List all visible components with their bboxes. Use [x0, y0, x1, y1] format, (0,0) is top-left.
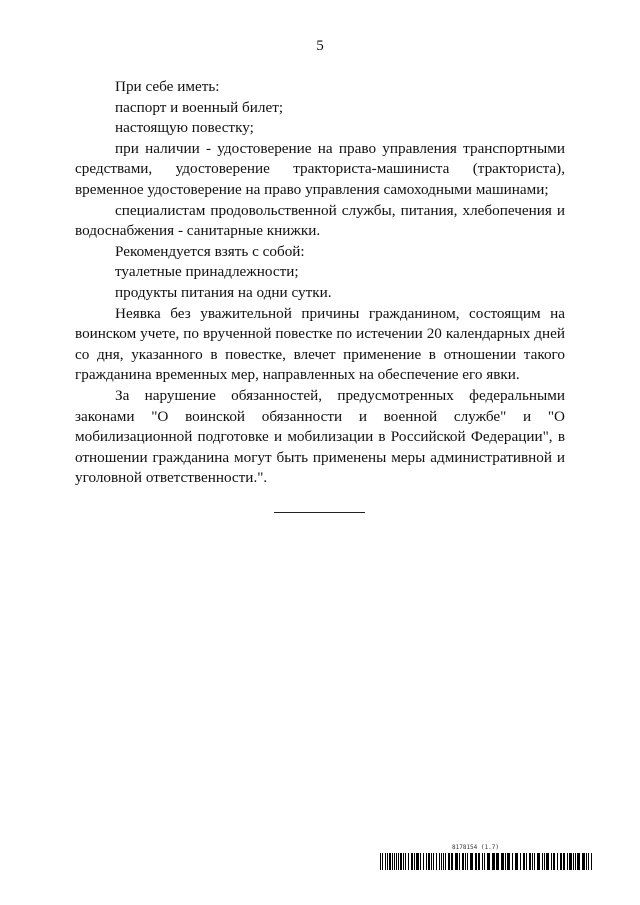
barcode-bar	[420, 853, 421, 870]
barcode-bar	[403, 853, 404, 870]
barcode-bar	[400, 853, 402, 870]
barcode-bar	[385, 853, 386, 870]
barcode-bar	[520, 853, 521, 870]
barcode-bar	[428, 853, 430, 870]
barcode-bar	[557, 853, 558, 870]
barcode-bar	[405, 853, 406, 870]
barcode-bar	[529, 853, 531, 870]
barcode-bar	[467, 853, 468, 870]
barcode-bar	[394, 853, 395, 870]
barcode-bar	[392, 853, 393, 870]
barcode-bar	[484, 853, 485, 870]
barcode-bar	[515, 853, 518, 870]
barcode-bar	[496, 853, 499, 870]
barcode-bar	[526, 853, 527, 870]
barcode-bar	[436, 853, 437, 870]
barcode-bar	[459, 853, 460, 870]
barcode-bar	[586, 853, 587, 870]
barcode-bar	[532, 853, 533, 870]
barcode-bar	[588, 853, 589, 870]
barcode-bar	[569, 853, 572, 870]
document-body	[75, 77, 565, 489]
paragraph-liability: За нарушение обязанностей, предусмотренных федеральными законами "О воинской обязанности и военной службе" и "О мобилизационной подготовке и мобилизации в Российской Федерации", в отношении гражданина могут быть применены меры административной и уголовной ответственности.".	[75, 386, 565, 487]
barcode-image	[380, 853, 592, 870]
barcode-bar	[443, 853, 444, 870]
barcode-bar	[448, 853, 450, 870]
barcode-bar	[546, 853, 549, 870]
barcode-bar	[501, 853, 504, 870]
barcode-bar	[396, 853, 397, 870]
paragraph-food: продукты питания на одни сутки.	[115, 283, 332, 301]
barcode-bar	[465, 853, 466, 870]
page-number: 5	[316, 38, 324, 54]
barcode-bar	[380, 853, 381, 870]
barcode-bar	[433, 853, 434, 870]
paragraph-passport: паспорт и военный билет;	[115, 98, 284, 116]
barcode-bar	[551, 853, 552, 870]
barcode-bar	[478, 853, 480, 870]
barcode-bar	[387, 853, 388, 870]
barcode-bar	[544, 853, 545, 870]
paragraph-driving-license: при наличии - удостоверение на право управления транспортными средствами, удостоверение тракториста-машиниста (тракториста), временное удостоверение на право управления самоходными машинами;	[75, 139, 565, 198]
barcode-bar	[439, 853, 440, 870]
barcode-bar	[389, 853, 391, 870]
barcode-bar	[414, 853, 415, 870]
barcode-bar	[451, 853, 453, 870]
barcode-bar	[534, 853, 535, 870]
paragraph-non-appearance: Неявка без уважительной причины гражданином, состоящим на воинском учете, по врученной повестке по истечении 20 календарных дней со дня, указанного в повестке, влечет применение в отношении такого гражданина временных мер, направленных на обеспечение его явки.	[75, 304, 565, 384]
paragraph-recommended: Рекомендуется взять с собой:	[115, 242, 305, 260]
barcode-bar	[573, 853, 574, 870]
barcode-bar	[553, 853, 555, 870]
barcode-bar	[487, 853, 490, 870]
barcode-bar	[445, 853, 446, 870]
barcode-bar	[408, 853, 409, 870]
barcode-bar	[577, 853, 580, 870]
closing-divider	[274, 512, 365, 513]
barcode-bar	[560, 853, 562, 870]
barcode-bar	[523, 853, 525, 870]
barcode-bar	[537, 853, 540, 870]
paragraph-summons: настоящую повестку;	[115, 119, 254, 137]
barcode-bar	[398, 853, 399, 870]
barcode-bar	[423, 853, 424, 870]
barcode-bar	[441, 853, 442, 870]
paragraph-take-with-you: При себе иметь:	[115, 78, 220, 95]
barcode-bar	[482, 853, 483, 870]
barcode-bar	[475, 853, 477, 870]
paragraph-sanitary-books: специалистам продовольственной службы, питания, хлебопечения и водоснабжения - санитарные книжки.	[75, 201, 565, 240]
barcode-bar	[505, 853, 506, 870]
barcode-bar	[492, 853, 495, 870]
paragraph-toiletries: туалетные принадлежности;	[115, 263, 299, 281]
barcode-bar	[591, 853, 592, 870]
barcode-bar	[575, 853, 576, 870]
barcode-bar	[411, 853, 413, 870]
barcode-bar	[542, 853, 543, 870]
barcode-bar	[431, 853, 432, 870]
barcode-bar	[582, 853, 585, 870]
barcode-bar	[507, 853, 510, 870]
barcode-bar	[470, 853, 473, 870]
barcode-bar	[567, 853, 568, 870]
barcode-bar	[416, 853, 419, 870]
barcode-bar	[426, 853, 427, 870]
barcode-bar	[382, 853, 383, 870]
document-code: 8178154 (1.7)	[452, 844, 499, 851]
barcode-bar	[563, 853, 565, 870]
barcode-bar	[462, 853, 464, 870]
barcode-bar	[455, 853, 458, 870]
barcode-bar	[512, 853, 513, 870]
